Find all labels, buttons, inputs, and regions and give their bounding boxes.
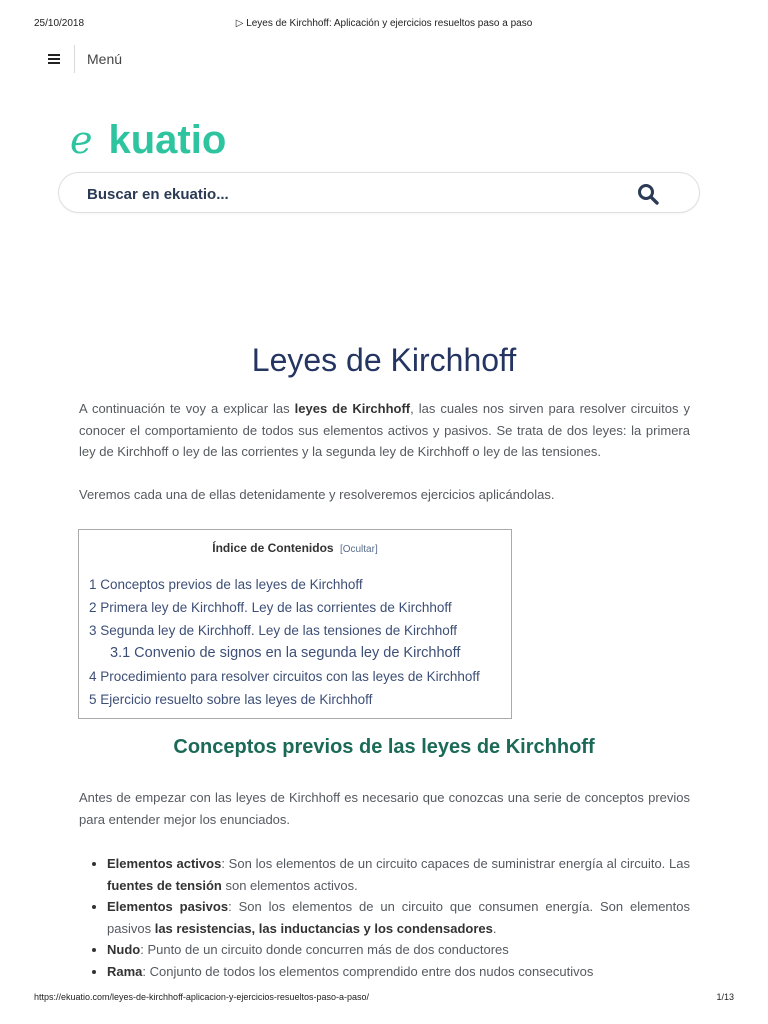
list-item: Rama: Conjunto de todos los elementos comprendido entre dos nudos consecutivos	[79, 961, 690, 983]
toc-toggle-link[interactable]: [Ocultar]	[339, 544, 378, 555]
list-item: Elementos pasivos: Son los elementos de un circuito que consumen energía. Son elementos pasivos las resistencias, las inductancias y los condensadores.	[79, 896, 690, 939]
toc-title: Índice de Contenidos	[212, 541, 334, 555]
toc-subitem[interactable]: 3.1 Convenio de signos en la segunda ley de Kirchhoff	[110, 645, 461, 661]
print-footer	[34, 992, 734, 1006]
intro-bold-term: leyes de Kirchhoff	[294, 401, 411, 416]
intro-paragraph-2: Veremos cada una de ellas detenidamente y resolveremos ejercicios aplicándolas.	[79, 487, 555, 502]
concepts-list	[79, 853, 690, 982]
section-heading: Conceptos previos de las leyes de Kirchhoff	[173, 736, 595, 758]
search-icon[interactable]	[637, 183, 659, 205]
menu-bar[interactable]	[48, 44, 122, 74]
table-of-contents	[78, 529, 512, 719]
intro-paragraph: A continuación te voy a explicar las leyes de Kirchhoff, las cuales nos sirven para resolver circuitos y conocer el comportamiento de todos sus elementos activos y pasivos. Se trata de dos leyes: la primera ley de Kirchhoff o ley de las corrientes y la segunda ley de Kirchhoff o ley de las tensiones.	[79, 401, 690, 459]
list-item: Nudo: Punto de un circuito donde concurren más de dos conductores	[79, 939, 690, 961]
menu-divider	[74, 45, 75, 73]
list-item: Elementos activos: Son los elementos de un circuito capaces de suministrar energía al circuito. Las fuentes de tensión son elementos activos.	[79, 853, 690, 896]
search-bar	[58, 172, 700, 213]
logo-mark: e	[70, 118, 93, 162]
print-header	[34, 18, 734, 32]
print-page-number: 1/13	[716, 992, 734, 1002]
toc-item[interactable]: 3 Segunda ley de Kirchhoff. Ley de las tensiones de Kirchhoff	[89, 623, 458, 638]
toc-item[interactable]: 2 Primera ley de Kirchhoff. Ley de las corrientes de Kirchhoff	[89, 600, 452, 615]
page-title: Leyes de Kirchhoff	[251, 342, 517, 378]
print-date: 25/10/2018	[34, 18, 85, 29]
hamburger-icon[interactable]	[48, 54, 60, 64]
toc-item[interactable]: 4 Procedimiento para resolver circuitos con las leyes de Kirchhoff	[89, 669, 480, 684]
print-url: https://ekuatio.com/leyes-de-kirchhoff-aplicacion-y-ejercicios-resueltos-paso-a-paso/	[34, 992, 369, 1002]
site-logo[interactable]	[70, 118, 226, 163]
search-input[interactable]	[85, 182, 609, 206]
menu-label[interactable]: Menú	[87, 51, 123, 67]
toc-header	[79, 541, 511, 555]
logo-text: kuatio	[108, 118, 227, 162]
toc-list	[89, 573, 480, 711]
toc-item[interactable]: 5 Ejercicio resuelto sobre las leyes de Kirchhoff	[89, 692, 373, 707]
section-intro-paragraph: Antes de empezar con las leyes de Kirchhoff es necesario que conozcas una serie de conceptos previos para entender mejor los enunciados.	[79, 790, 690, 827]
toc-item[interactable]: 1 Conceptos previos de las leyes de Kirchhoff	[89, 577, 363, 592]
print-page-title: ▷ Leyes de Kirchhoff: Aplicación y ejercicios resueltos paso a paso	[235, 18, 533, 29]
